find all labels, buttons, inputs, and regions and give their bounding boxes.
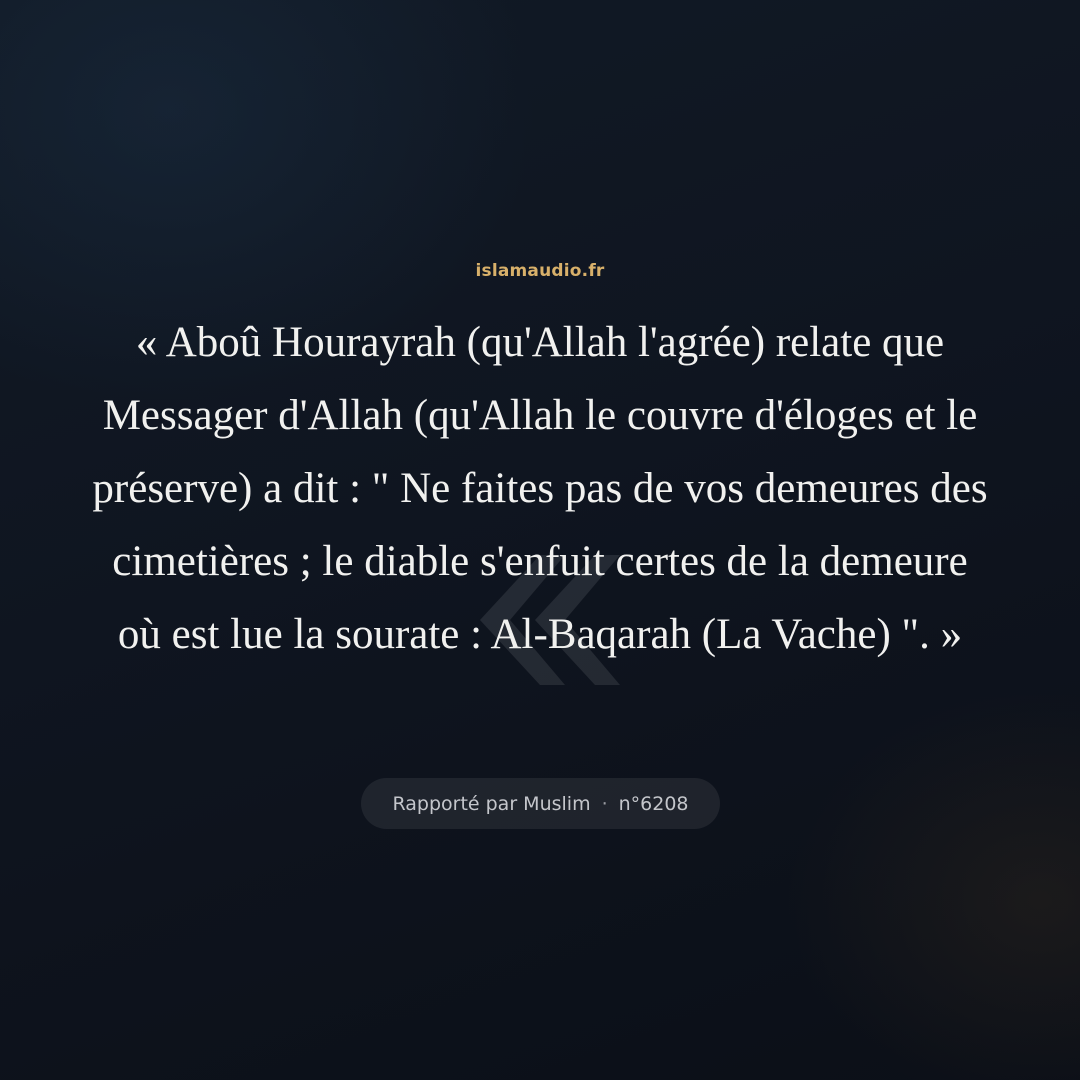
hadith-number: n°6208 (618, 792, 689, 815)
source-label: Rapporté par Muslim (392, 792, 591, 815)
source-badge (361, 778, 720, 829)
source-separator: · (601, 792, 608, 815)
hadith-quote: « Aboû Hourayrah (qu'Allah l'agrée) relate que Messager d'Allah (qu'Allah le couvre d'éloges et le préserve) a dit : " Ne faites pas de vos demeures des cimetières ; le diable s'enfuit certes de la demeure où est lue la sourate : Al-Baqarah (La Vache) ". » (92, 319, 988, 658)
site-name: islamaudio.fr (475, 261, 605, 281)
